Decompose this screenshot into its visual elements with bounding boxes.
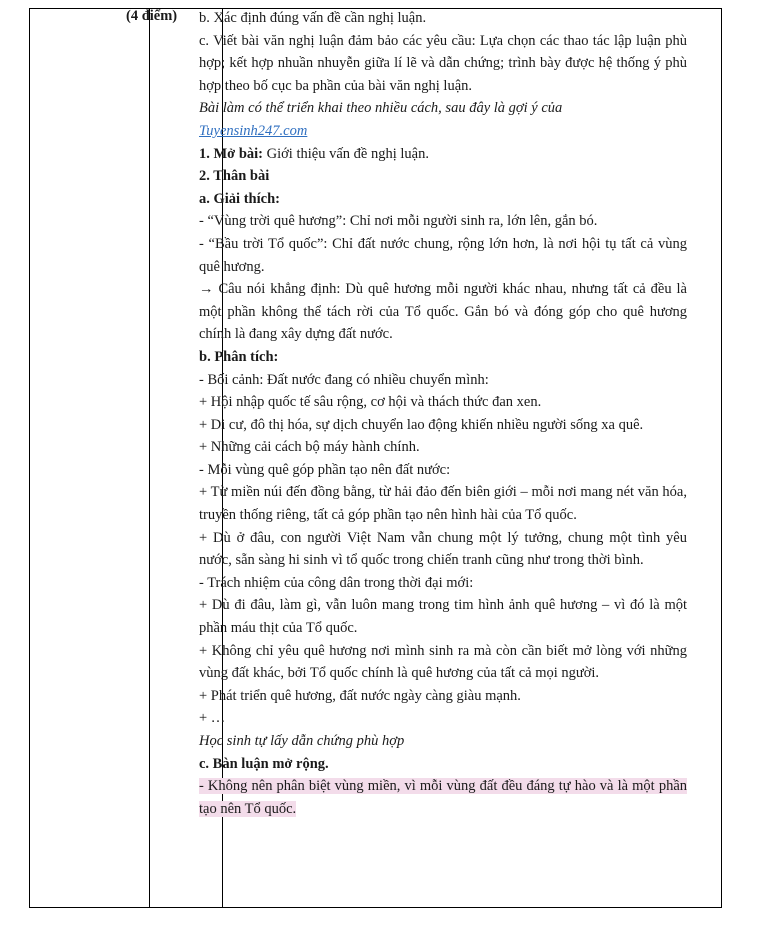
heading-ban-luan: c. Bàn luận mở rộng. bbox=[199, 755, 329, 772]
line-goi-y bbox=[199, 97, 687, 142]
line-cai-cach: + Những cải cách bộ máy hành chính. bbox=[199, 439, 420, 456]
heading-giai-thich: a. Giải thích: bbox=[199, 190, 280, 207]
line-du-o-dau: + Dù ở đâu, con người Việt Nam vẫn chung một lý tưởng, chung một tình yêu nước, sẵn sàng hi sinh vì tổ quốc trong chiến tranh cũng như trong thời bình. bbox=[199, 529, 687, 569]
highlighted-text: - Không nên phân biệt vùng miền, vì mỗi vùng đất đều đáng tự hào và là một phần tạo nên Tổ quốc. bbox=[199, 778, 687, 817]
line-viet-bai: c. Viết bài văn nghị luận đảm bảo các yêu cầu: Lựa chọn các thao tác lập luận phù hợp; kết hợp nhuần nhuyễn giữa lí lẽ và dẫn chứng; trình bày được hệ thống ý phù hợp theo bố cục ba phần của bài văn nghị luận. bbox=[199, 32, 687, 94]
line-boi-canh: - Bối cảnh: Đất nước đang có nhiều chuyển mình: bbox=[199, 371, 489, 388]
tuyensinh-link[interactable]: Tuyensinh247.com bbox=[199, 122, 308, 139]
line-xac-dinh: b. Xác định đúng vấn đề cần nghị luận. bbox=[199, 10, 427, 26]
mo-bai-text: Giới thiệu vấn đề nghị luận. bbox=[263, 145, 429, 162]
mo-bai-label: 1. Mở bài: bbox=[199, 145, 264, 162]
line-khong-chi: + Không chỉ yêu quê hương nơi mình sinh ra mà còn cần biết mở lòng với những vùng đất khác, bởi Tổ quốc chính là quê hương của tất cả mọi người. bbox=[199, 642, 687, 682]
heading-phan-tich: b. Phân tích: bbox=[199, 348, 279, 365]
heading-than-bai: 2. Thân bài bbox=[199, 168, 270, 185]
line-phat-trien: + Phát triển quê hương, đất nước ngày càng giàu mạnh. bbox=[199, 687, 521, 704]
line-bau-troi: - “Bầu trời Tổ quốc”: Chỉ đất nước chung, rộng lớn hơn, là nơi hội tụ tất cả vùng quê hương. bbox=[199, 235, 687, 275]
line-mien-nui: + Từ miền núi đến đồng bằng, từ hải đảo đến biên giới – mỗi nơi mang nét văn hóa, truyền thống riêng, tất cả góp phần tạo nên hình hài của Tổ quốc. bbox=[199, 484, 687, 524]
column-divider-1 bbox=[149, 9, 150, 907]
line-khang-dinh: → Câu nói khẳng định: Dù quê hương mỗi người khác nhau, nhưng tất cả đều là một phần không thể tách rời của Tổ quốc. Gắn bó và đóng góp cho quê hương chính là đang xây dựng đất nước. bbox=[199, 281, 687, 343]
answer-content bbox=[199, 7, 687, 820]
line-khong-phan-biet bbox=[199, 775, 687, 820]
line-ellipsis: + … bbox=[199, 710, 226, 727]
goi-y-text: Bài làm có thể triển khai theo nhiều cách, sau đây là gợi ý của bbox=[199, 100, 563, 117]
line-mo-bai bbox=[199, 143, 687, 166]
line-di-cu: + Di cư, đô thị hóa, sự dịch chuyển lao động khiến nhiều người sống xa quê. bbox=[199, 416, 644, 433]
line-hoi-nhap: + Hội nhập quốc tế sâu rộng, cơ hội và thách thức đan xen. bbox=[199, 394, 542, 411]
line-trach-nhiem: - Trách nhiệm của công dân trong thời đại mới: bbox=[199, 574, 474, 591]
score-cell: (4 điểm) bbox=[126, 8, 178, 24]
line-vung-troi: - “Vùng trời quê hương”: Chỉ nơi mỗi người sinh ra, lớn lên, gắn bó. bbox=[199, 213, 598, 230]
line-moi-vung-que: - Mỗi vùng quê góp phần tạo nên đất nước: bbox=[199, 461, 451, 478]
line-dan-chung: Học sinh tự lấy dẫn chứng phù hợp bbox=[199, 733, 405, 749]
line-du-di-dau: + Dù đi đâu, làm gì, vẫn luôn mang trong tim hình ảnh quê hương – vì đó là một phần máu thịt của Tổ quốc. bbox=[199, 597, 687, 637]
